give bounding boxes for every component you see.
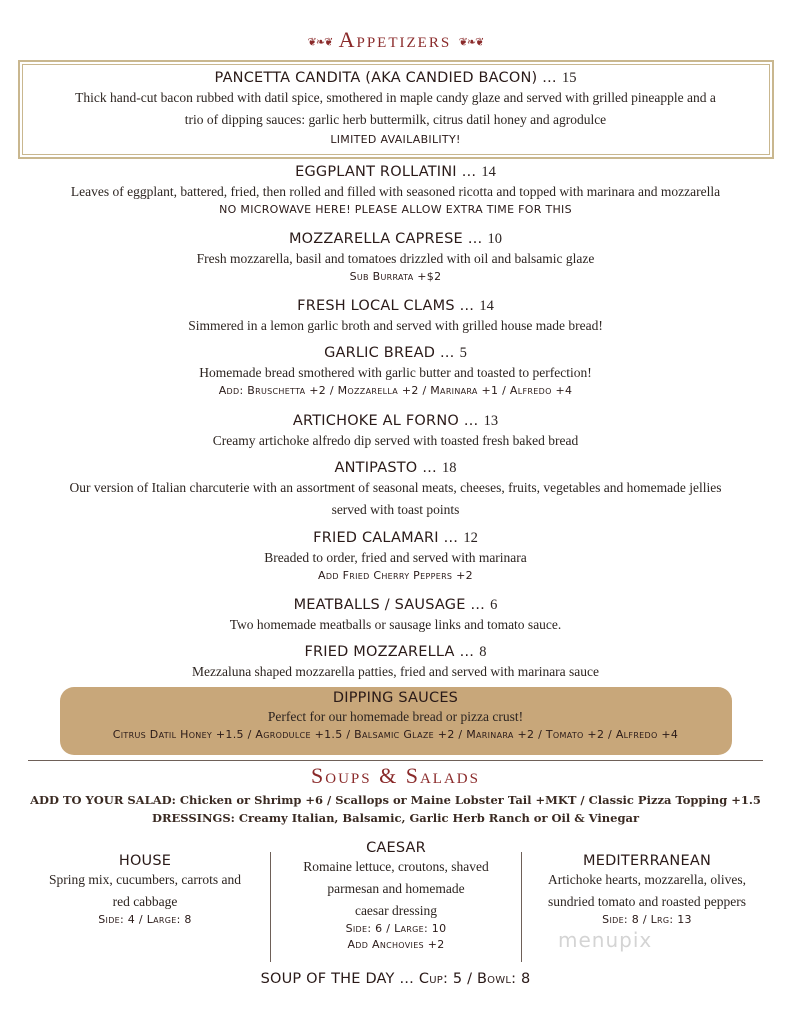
item-name: DIPPING SAUCES xyxy=(332,690,459,706)
item-price: 8 xyxy=(479,644,487,660)
item-desc: Fresh mozzarella, basil and tomatoes drizzled with oil and balsamic glaze xyxy=(196,251,595,266)
item-name: EGGPLANT ROLLATINI … xyxy=(295,164,477,180)
item-name: ANTIPASTO … xyxy=(334,460,437,476)
item-desc: Artichoke hearts, mozzarella, olives, xyxy=(548,872,746,887)
salad-caesar xyxy=(276,840,516,951)
item-price: 18 xyxy=(442,460,457,476)
item-name: GARLIC BREAD … xyxy=(324,345,455,361)
menu-item-garlic-bread xyxy=(0,342,791,397)
item-desc: Thick hand-cut bacon rubbed with datil spice, smothered in maple candy glaze and served with grilled pineapple and a xyxy=(75,90,716,105)
item-name: FRESH LOCAL CLAMS … xyxy=(297,298,475,314)
item-price: Side: 8 / Lrg: 13 xyxy=(602,913,692,926)
item-price: 15 xyxy=(561,70,577,86)
item-desc: caesar dressing xyxy=(354,903,438,918)
item-note: Sub Burrata +$2 xyxy=(349,270,442,283)
item-desc: sundried tomato and roasted peppers xyxy=(548,894,746,909)
menu-item-eggplant xyxy=(0,161,791,216)
item-desc: Two homemade meatballs or sausage links and tomato sauce. xyxy=(229,617,562,632)
menu-item-dipping-sauces xyxy=(0,690,791,741)
item-name: MEATBALLS / SAUSAGE … xyxy=(293,597,486,613)
item-name: HOUSE xyxy=(118,853,172,869)
menupix-watermark: menupix xyxy=(558,928,653,952)
item-name: ARTICHOKE AL FORNO … xyxy=(292,413,479,429)
item-price: 6 xyxy=(490,597,498,613)
appetizers-title xyxy=(0,27,791,53)
ornament-right-icon: ❦❧❦ xyxy=(458,36,484,49)
column-divider xyxy=(521,852,522,962)
salad-mediterranean xyxy=(527,853,767,926)
item-name: PANCETTA CANDITA (AKA CANDIED BACON) … xyxy=(214,70,557,86)
item-desc: trio of dipping sauces: garlic herb buttermilk, citrus datil honey and agrodulce xyxy=(184,112,607,127)
item-price: 13 xyxy=(483,413,499,429)
soups-salads-title-text: Soups & Salads xyxy=(311,763,480,788)
item-note: Add: Bruschetta +2 / Mozzarella +2 / Marinara +1 / Alfredo +4 xyxy=(218,384,573,397)
appetizers-title-text: Appetizers xyxy=(338,27,452,52)
menu-item-caprese xyxy=(0,228,791,283)
item-name: FRIED MOZZARELLA … xyxy=(304,644,475,660)
item-desc: Perfect for our homemade bread or pizza crust! xyxy=(267,709,524,724)
item-name: CAESAR xyxy=(366,840,426,856)
item-note: Citrus Datil Honey +1.5 / Agrodulce +1.5 / Balsamic Glaze +2 / Marinara +2 / Tomato +2 / Alfredo +4 xyxy=(112,728,679,741)
ornament-left-icon: ❦❧❦ xyxy=(307,36,333,49)
salad-house xyxy=(25,853,265,926)
soup-of-the-day xyxy=(0,971,791,987)
soups-salads-title xyxy=(0,763,791,789)
item-desc: Simmered in a lemon garlic broth and served with grilled house made bread! xyxy=(188,318,603,333)
menu-item-clams xyxy=(0,295,791,337)
item-note: NO MICROWAVE HERE! PLEASE ALLOW EXTRA TIME FOR THIS xyxy=(219,203,572,216)
menu-item-meatballs xyxy=(0,594,791,636)
item-price: 5 xyxy=(459,345,467,361)
item-price: Side: 6 / Large: 10 xyxy=(345,922,447,935)
item-price: 14 xyxy=(479,298,494,314)
item-desc: parmesan and homemade xyxy=(327,881,465,896)
column-divider xyxy=(270,852,271,962)
item-note: LIMITED AVAILABILITY! xyxy=(330,133,461,146)
item-desc: served with toast points xyxy=(331,502,460,517)
item-desc: Creamy artichoke alfredo dip served with toasted fresh baked bread xyxy=(212,433,579,448)
menu-item-fried-mozzarella xyxy=(0,641,791,683)
salad-addons xyxy=(0,793,791,825)
item-price: Side: 4 / Large: 8 xyxy=(98,913,192,926)
item-desc: Breaded to order, fried and served with marinara xyxy=(264,550,527,565)
item-desc: red cabbage xyxy=(112,894,178,909)
item-desc: Mezzaluna shaped mozzarella patties, fried and served with marinara sauce xyxy=(191,664,600,679)
item-price: 10 xyxy=(487,231,503,247)
dressings-line: DRESSINGS: Creamy Italian, Balsamic, Garlic Herb Ranch or Oil & Vinegar xyxy=(151,811,640,825)
item-name: SOUP OF THE DAY … Cup: 5 / Bowl: 8 xyxy=(260,971,531,987)
section-divider xyxy=(28,760,763,761)
item-note: Add Fried Cherry Peppers +2 xyxy=(318,569,473,582)
menu-item-calamari xyxy=(0,527,791,582)
menu-item-antipasto xyxy=(0,457,791,521)
item-name: MOZZARELLA CAPRESE … xyxy=(288,231,483,247)
item-desc: Homemade bread smothered with garlic butter and toasted to perfection! xyxy=(199,365,592,380)
item-price: 12 xyxy=(463,530,478,546)
item-desc: Spring mix, cucumbers, carrots and xyxy=(49,872,241,887)
item-name: FRIED CALAMARI … xyxy=(313,530,459,546)
menu-item-artichoke xyxy=(0,410,791,452)
item-price: 14 xyxy=(481,164,496,180)
add-to-salad-line: ADD TO YOUR SALAD: Chicken or Shrimp +6 / Scallops or Maine Lobster Tail +MKT / Classic Pizza Topping +1.5 xyxy=(30,793,761,807)
item-desc: Romaine lettuce, croutons, shaved xyxy=(303,859,489,874)
item-desc: Our version of Italian charcuterie with an assortment of seasonal meats, cheeses, fruits, vegetables and homemade jellies xyxy=(69,480,722,495)
item-name: MEDITERRANEAN xyxy=(583,853,711,869)
menu-item-pancetta xyxy=(0,67,791,146)
item-desc: Leaves of eggplant, battered, fried, then rolled and filled with seasoned ricotta and topped with marinara and mozzarella xyxy=(70,184,721,199)
item-note: Add Anchovies +2 xyxy=(347,938,445,951)
